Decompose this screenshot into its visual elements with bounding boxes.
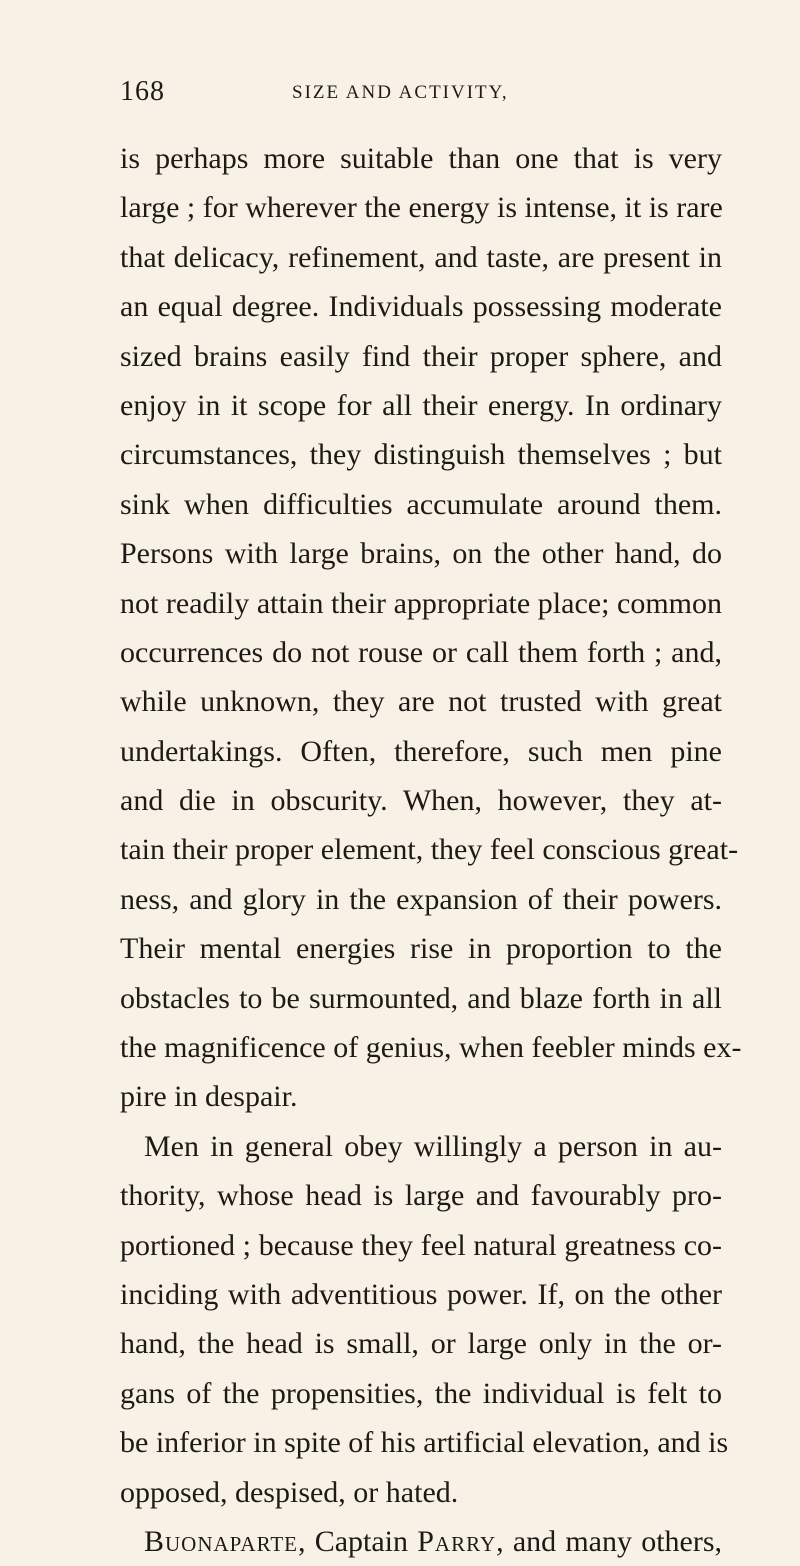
page-header	[120, 70, 722, 112]
text-line: an equal degree. Individuals possessing moderate	[120, 290, 722, 324]
text-line: gans of the propensities, the individual is felt to	[120, 1376, 722, 1410]
text-line: the magnificence of genius, when feebler minds ex-	[120, 1031, 742, 1065]
text-line: occurrences do not rouse or call them forth ; and,	[120, 635, 722, 669]
text-line: portioned ; because they feel natural greatness co-	[120, 1228, 722, 1262]
proper-name: Buonaparte	[144, 1524, 298, 1558]
text-line: while unknown, they are not trusted with great	[120, 685, 722, 719]
paragraph-start-line	[120, 1517, 722, 1566]
line-text: , Captain	[298, 1524, 418, 1558]
text-line: sized brains easily find their proper sphere, and	[120, 339, 722, 373]
text-line: enjoy in it scope for all their energy. In ordinary	[120, 388, 722, 422]
text-line: that delicacy, refinement, and taste, are present in	[120, 240, 722, 274]
body-text	[120, 134, 742, 1566]
text-line: circumstances, they distinguish themselves ; but	[120, 438, 722, 472]
text-line: be inferior in spite of his artificial elevation, and is	[120, 1426, 729, 1460]
proper-name: Parry	[417, 1524, 497, 1558]
text-line: thority, whose head is large and favourably pro-	[120, 1179, 722, 1213]
line-text: , and many others,	[496, 1524, 723, 1558]
text-line: obstacles to be surmounted, and blaze forth in all	[120, 981, 722, 1015]
text-line: undertakings. Often, therefore, such men pine	[120, 734, 722, 768]
text-line: inciding with adventitious power. If, on the other	[120, 1277, 722, 1311]
text-line: hand, the head is small, or large only in the or-	[120, 1327, 722, 1361]
paragraph-start-line: Men in general obey willingly a person in au-	[144, 1129, 722, 1163]
text-line: is perhaps more suitable than one that is very	[120, 142, 722, 175]
paragraph-end-line: opposed, despised, or hated.	[120, 1475, 459, 1509]
text-line: tain their proper element, they feel conscious great-	[120, 833, 739, 867]
text-line: not readily attain their appropriate place; common	[120, 586, 722, 620]
page-number: 168	[120, 76, 165, 107]
running-head: SIZE AND ACTIVITY,	[292, 82, 509, 103]
text-line: large ; for wherever the energy is intense, it is rare	[120, 191, 723, 225]
text-line: ness, and glory in the expansion of their powers.	[120, 882, 722, 916]
paragraph-end-line: pire in despair.	[120, 1080, 298, 1114]
text-line: Their mental energies rise in proportion to the	[120, 932, 722, 966]
text-line: sink when difficulties accumulate around them.	[120, 487, 722, 521]
text-line: Persons with large brains, on the other hand, do	[120, 537, 722, 571]
text-line: and die in obscurity. When, however, they at-	[120, 784, 722, 818]
